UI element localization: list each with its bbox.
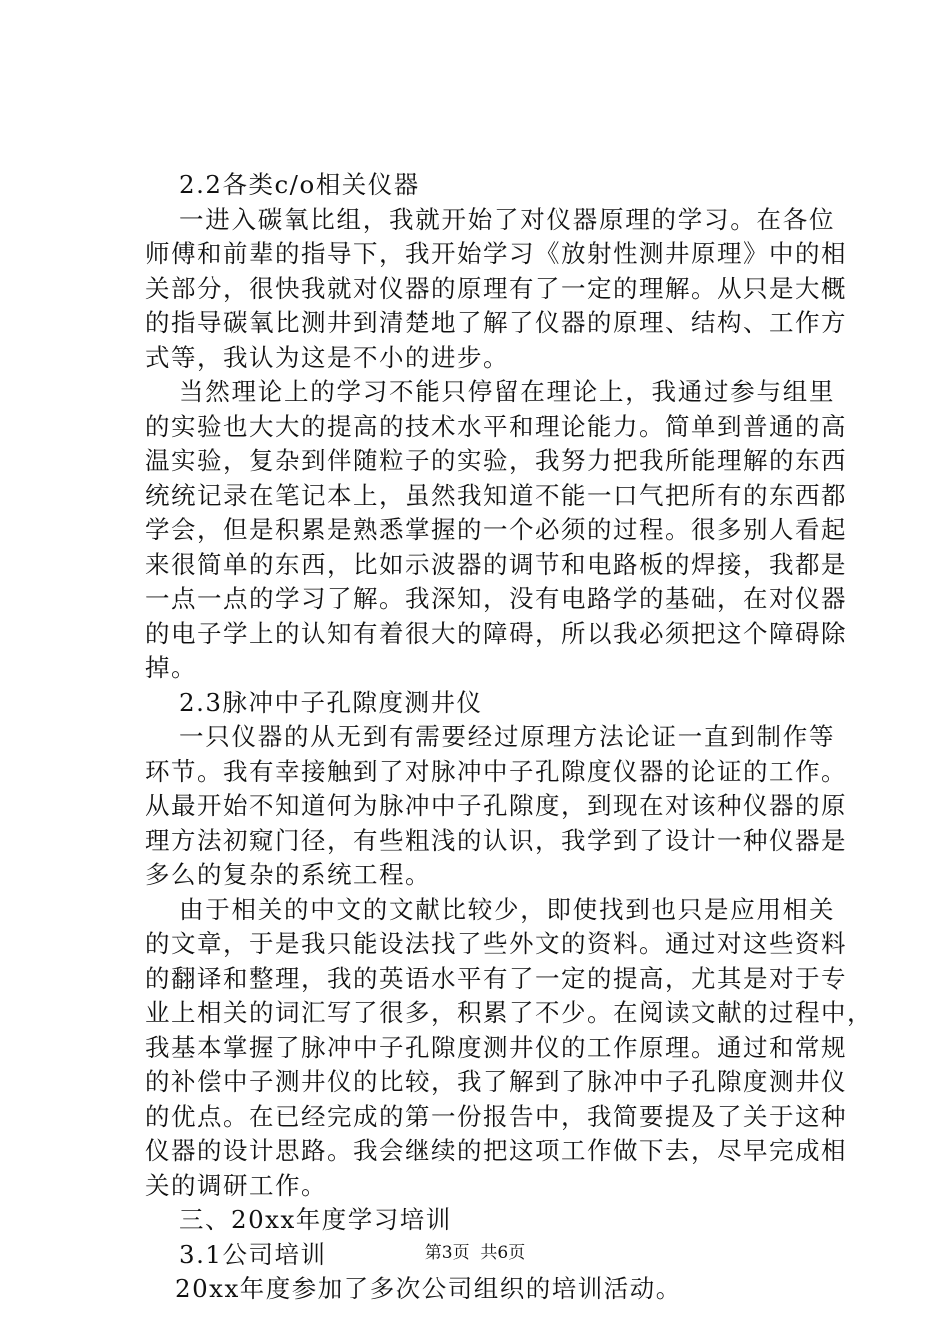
paragraph <box>145 720 847 893</box>
paragraph-line: 业上相关的词汇写了很多，积累了不少。在阅读文献的过程中， <box>145 998 873 1027</box>
paragraph-line: 的补偿中子测井仪的比较，我了解到了脉冲中子孔隙度测井仪 <box>145 1067 847 1096</box>
paragraph-line: 一只仪器的从无到有需要经过原理方法论证一直到制作等 <box>179 722 835 751</box>
paragraph <box>145 893 873 1204</box>
paragraph-line: 的优点。在已经完成的第一份报告中，我简要提及了关于这种 <box>145 1101 847 1131</box>
paragraph-line: 学会，但是积累是熟悉掌握的一个必须的过程。很多别人看起 <box>145 515 847 544</box>
paragraph-line: 多么的复杂的系统工程。 <box>145 860 431 889</box>
paragraph-line: 统统记录在笔记本上，虽然我知道不能一口气把所有的东西都 <box>145 480 847 510</box>
paragraph-line: 由于相关的中文的文献比较少，即使找到也只是应用相关 <box>179 894 835 924</box>
section-heading: 三、20xx年度学习培训 <box>179 1205 452 1234</box>
paragraph-line: 仪器的设计思路。我会继续的把这项工作做下去，尽早完成相 <box>145 1136 847 1165</box>
paragraph-line: 的实验也大大的提高的技术水平和理论能力。简单到普通的高 <box>145 411 847 441</box>
paragraph-line: 的翻译和整理，我的英语水平有了一定的提高，尤其是对于专 <box>145 963 847 993</box>
paragraph-line: 的电子学上的认知有着很大的障碍，所以我必须把这个障碍除 <box>145 618 847 648</box>
paragraph-line: 式等，我认为这是不小的进步。 <box>145 342 509 372</box>
paragraph-line: 关部分，很快我就对仪器的原理有了一定的理解。从只是大概 <box>145 273 847 303</box>
paragraph-line: 当然理论上的学习不能只停留在理论上，我通过参与组里 <box>179 377 835 406</box>
paragraph-line: 从最开始不知道何为脉冲中子孔隙度，到现在对该种仪器的原 <box>145 791 847 820</box>
paragraph-line: 温实验，复杂到伴随粒子的实验，我努力把我所能理解的东西 <box>145 446 847 475</box>
section-heading: 2.2各类c/o相关仪器 <box>179 170 420 199</box>
paragraph-line: 我基本掌握了脉冲中子孔隙度测井仪的工作原理。通过和常规 <box>145 1032 847 1062</box>
paragraph-line: 的文章，于是我只能设法找了些外文的资料。通过对这些资料 <box>145 929 847 958</box>
page-footer: 第3页 共6页 <box>424 1243 526 1263</box>
paragraph-line: 一点一点的学习了解。我深知，没有电路学的基础，在对仪器 <box>145 584 847 613</box>
paragraph-line: 来很简单的东西，比如示波器的调节和电路板的焊接，我都是 <box>145 549 847 579</box>
document-body <box>145 168 873 1307</box>
paragraph-line: 理方法初窥门径，有些粗浅的认识，我学到了设计一种仪器是 <box>145 825 847 855</box>
section-heading: 3.1公司培训 <box>179 1239 327 1269</box>
paragraph-line: 20xx年度参加了多次公司组织的培训活动。 <box>175 1274 682 1303</box>
section-heading: 2.3脉冲中子孔隙度测井仪 <box>179 687 483 717</box>
paragraph-line: 师傅和前辈的指导下，我开始学习《放射性测井原理》中的相 <box>145 239 847 268</box>
paragraph-line: 一进入碳氧比组，我就开始了对仪器原理的学习。在各位 <box>179 204 835 234</box>
paragraph <box>145 375 847 686</box>
paragraph-line: 的指导碳氧比测井到清楚地了解了仪器的原理、结构、工作方 <box>145 308 847 337</box>
paragraph-line: 掉。 <box>145 653 197 682</box>
paragraph-line: 关的调研工作。 <box>145 1170 327 1200</box>
paragraph <box>145 203 847 376</box>
paragraph-line: 环节。我有幸接触到了对脉冲中子孔隙度仪器的论证的工作。 <box>145 756 847 786</box>
